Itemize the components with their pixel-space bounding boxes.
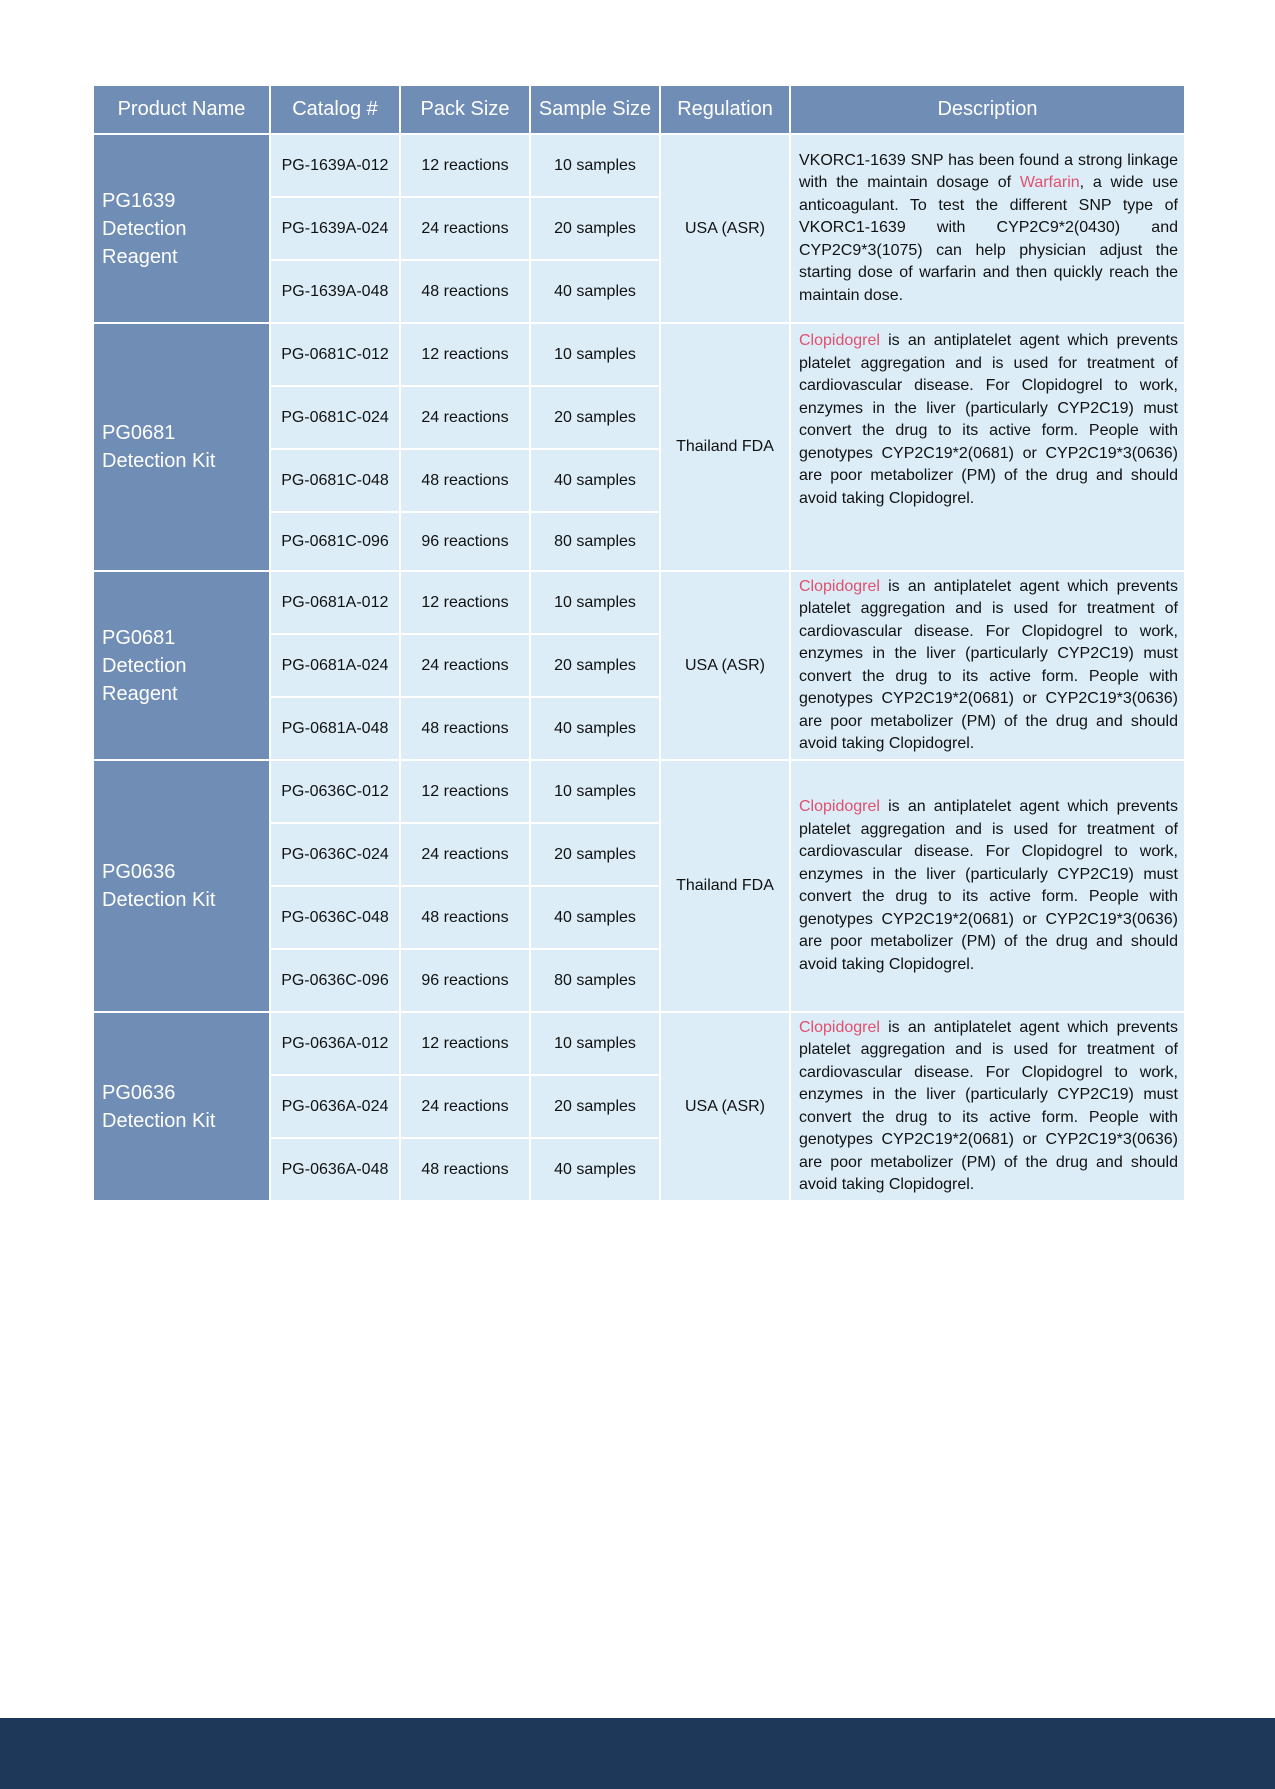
pack-size-cell: 12 reactions (401, 324, 529, 385)
catalog-number-cell: PG-1639A-048 (271, 261, 399, 322)
catalog-number-cell: PG-0636C-096 (271, 950, 399, 1011)
product-type: Detection Kit (102, 889, 216, 911)
product-code: PG0636 (102, 1081, 176, 1104)
product-type: Detection Kit (102, 1109, 216, 1132)
description-text: is an antiplatelet agent which prevents platelet aggregation and is used for treatment of cardiovascular disease. For Clopidogrel to work, enzymes in the liver (particularly CYP2C19) must convert the drug to its active form. People with genotypes CYP2C19*2(0681) or CYP2C19*3(0636) are poor metabolizer (PM) of the drug and should avoid taking Clopidogrel. (799, 798, 1178, 973)
regulation-cell: USA (ASR) (661, 135, 789, 322)
catalog-number-cell: PG-0681A-012 (271, 572, 399, 633)
catalog-number-cell: PG-0681A-024 (271, 635, 399, 696)
catalog-number-cell: PG-0636A-012 (271, 1013, 399, 1074)
header-product-name: Product Name (94, 86, 269, 133)
pack-size-cell: 12 reactions (401, 761, 529, 822)
pack-size-cell: 24 reactions (401, 387, 529, 448)
pack-size-cell: 48 reactions (401, 261, 529, 322)
sample-size-cell: 40 samples (531, 698, 659, 759)
pack-size-cell: 48 reactions (401, 450, 529, 511)
description-text: is an antiplatelet agent which prevents platelet aggregation and is used for treatment of cardiovascular disease. For Clopidogrel to work, enzymes in the liver (particularly CYP2C19) must convert the drug to its active form. People with genotypes CYP2C19*2(0681) or CYP2C19*3(0636) are poor metabolizer (PM) of the drug and should avoid taking Clopidogrel. (799, 577, 1178, 752)
sample-size-cell: 20 samples (531, 387, 659, 448)
sample-size-cell: 10 samples (531, 761, 659, 822)
sample-size-cell: 20 samples (531, 198, 659, 259)
description-cell (791, 1013, 1184, 1200)
catalog-number-cell: PG-1639A-024 (271, 198, 399, 259)
table-body (94, 135, 1184, 1200)
sample-size-cell: 40 samples (531, 887, 659, 948)
table-row (94, 135, 1184, 196)
product-name-cell (94, 761, 269, 1011)
catalog-number-cell: PG-0681C-024 (271, 387, 399, 448)
pack-size-cell: 96 reactions (401, 950, 529, 1011)
drug-name-highlight: Clopidogrel (799, 1018, 880, 1036)
pack-size-cell: 12 reactions (401, 1013, 529, 1074)
product-type: Detection Reagent (102, 654, 187, 705)
sample-size-cell: 40 samples (531, 261, 659, 322)
catalog-number-cell: PG-0636C-012 (271, 761, 399, 822)
sample-size-cell: 80 samples (531, 513, 659, 570)
table-header-row (94, 86, 1184, 133)
catalog-number-cell: PG-0636C-048 (271, 887, 399, 948)
header-pack-size: Pack Size (401, 86, 529, 133)
sample-size-cell: 10 samples (531, 135, 659, 196)
table-row (94, 324, 1184, 385)
pack-size-cell: 48 reactions (401, 698, 529, 759)
sample-size-cell: 80 samples (531, 950, 659, 1011)
header-catalog: Catalog # (271, 86, 399, 133)
pack-size-cell: 24 reactions (401, 824, 529, 885)
regulation-cell: USA (ASR) (661, 572, 789, 759)
pack-size-cell: 12 reactions (401, 572, 529, 633)
header-regulation: Regulation (661, 86, 789, 133)
catalog-number-cell: PG-1639A-012 (271, 135, 399, 196)
sample-size-cell: 20 samples (531, 1076, 659, 1137)
table-row (94, 761, 1184, 822)
description-text: is an antiplatelet agent which prevents platelet aggregation and is used for treatment of cardiovascular disease. For Clopidogrel to work, enzymes in the liver (particularly CYP2C19) must convert the drug to its active form. People with genotypes CYP2C19*2(0681) or CYP2C19*3(0636) are poor metabolizer (PM) of the drug and should avoid taking Clopidogrel. (799, 332, 1178, 507)
header-sample-size: Sample Size (531, 86, 659, 133)
description-cell (791, 572, 1184, 759)
drug-name-highlight: Warfarin (1019, 174, 1080, 192)
catalog-number-cell: PG-0636C-024 (271, 824, 399, 885)
sample-size-cell: 40 samples (531, 1139, 659, 1200)
description-cell (791, 761, 1184, 1011)
product-name-cell (94, 1013, 269, 1200)
product-type: Detection Reagent (102, 217, 187, 268)
header-description: Description (791, 86, 1184, 133)
footer-bar (0, 1718, 1275, 1789)
product-name-cell (94, 135, 269, 322)
sample-size-cell: 20 samples (531, 635, 659, 696)
pack-size-cell: 24 reactions (401, 635, 529, 696)
regulation-cell: Thailand FDA (661, 324, 789, 570)
catalog-number-cell: PG-0681C-096 (271, 513, 399, 570)
description-text-before: VKORC1-1639 SNP has been found a strong linkage with the maintain dosage of (799, 151, 1178, 192)
product-code: PG1639 (102, 189, 176, 212)
sample-size-cell: 20 samples (531, 824, 659, 885)
product-table (92, 84, 1186, 1202)
product-type: Detection Kit (102, 450, 216, 472)
pack-size-cell: 48 reactions (401, 1139, 529, 1200)
drug-name-highlight: Clopidogrel (799, 332, 880, 349)
description-text: , a wide use anticoagulant. To test the different SNP type of VKORC1-1639 with CYP2C9*2(0430) and CYP2C9*3(1075) can help physician adjust the starting dose of warfarin and then quickly reach the maintain dose. (799, 174, 1178, 304)
pack-size-cell: 24 reactions (401, 198, 529, 259)
table-row (94, 1013, 1184, 1074)
table-row (94, 572, 1184, 633)
pack-size-cell: 12 reactions (401, 135, 529, 196)
catalog-number-cell: PG-0681C-012 (271, 324, 399, 385)
drug-name-highlight: Clopidogrel (799, 577, 880, 595)
regulation-cell: USA (ASR) (661, 1013, 789, 1200)
catalog-number-cell: PG-0636A-024 (271, 1076, 399, 1137)
sample-size-cell: 40 samples (531, 450, 659, 511)
sample-size-cell: 10 samples (531, 324, 659, 385)
pack-size-cell: 48 reactions (401, 887, 529, 948)
product-code: PG0681 (102, 422, 176, 444)
drug-name-highlight: Clopidogrel (799, 798, 880, 815)
product-name-cell (94, 572, 269, 759)
description-text: is an antiplatelet agent which prevents platelet aggregation and is used for treatment of cardiovascular disease. For Clopidogrel to work, enzymes in the liver (particularly CYP2C19) must convert the drug to its active form. People with genotypes CYP2C19*2(0681) or CYP2C19*3(0636) are poor metabolizer (PM) of the drug and should avoid taking Clopidogrel. (799, 1018, 1178, 1193)
catalog-number-cell: PG-0636A-048 (271, 1139, 399, 1200)
description-cell (791, 135, 1184, 322)
description-cell (791, 324, 1184, 570)
product-code: PG0681 (102, 626, 176, 649)
catalog-number-cell: PG-0681C-048 (271, 450, 399, 511)
catalog-number-cell: PG-0681A-048 (271, 698, 399, 759)
pack-size-cell: 24 reactions (401, 1076, 529, 1137)
regulation-cell: Thailand FDA (661, 761, 789, 1011)
sample-size-cell: 10 samples (531, 572, 659, 633)
pack-size-cell: 96 reactions (401, 513, 529, 570)
sample-size-cell: 10 samples (531, 1013, 659, 1074)
product-name-cell (94, 324, 269, 570)
product-code: PG0636 (102, 861, 176, 883)
